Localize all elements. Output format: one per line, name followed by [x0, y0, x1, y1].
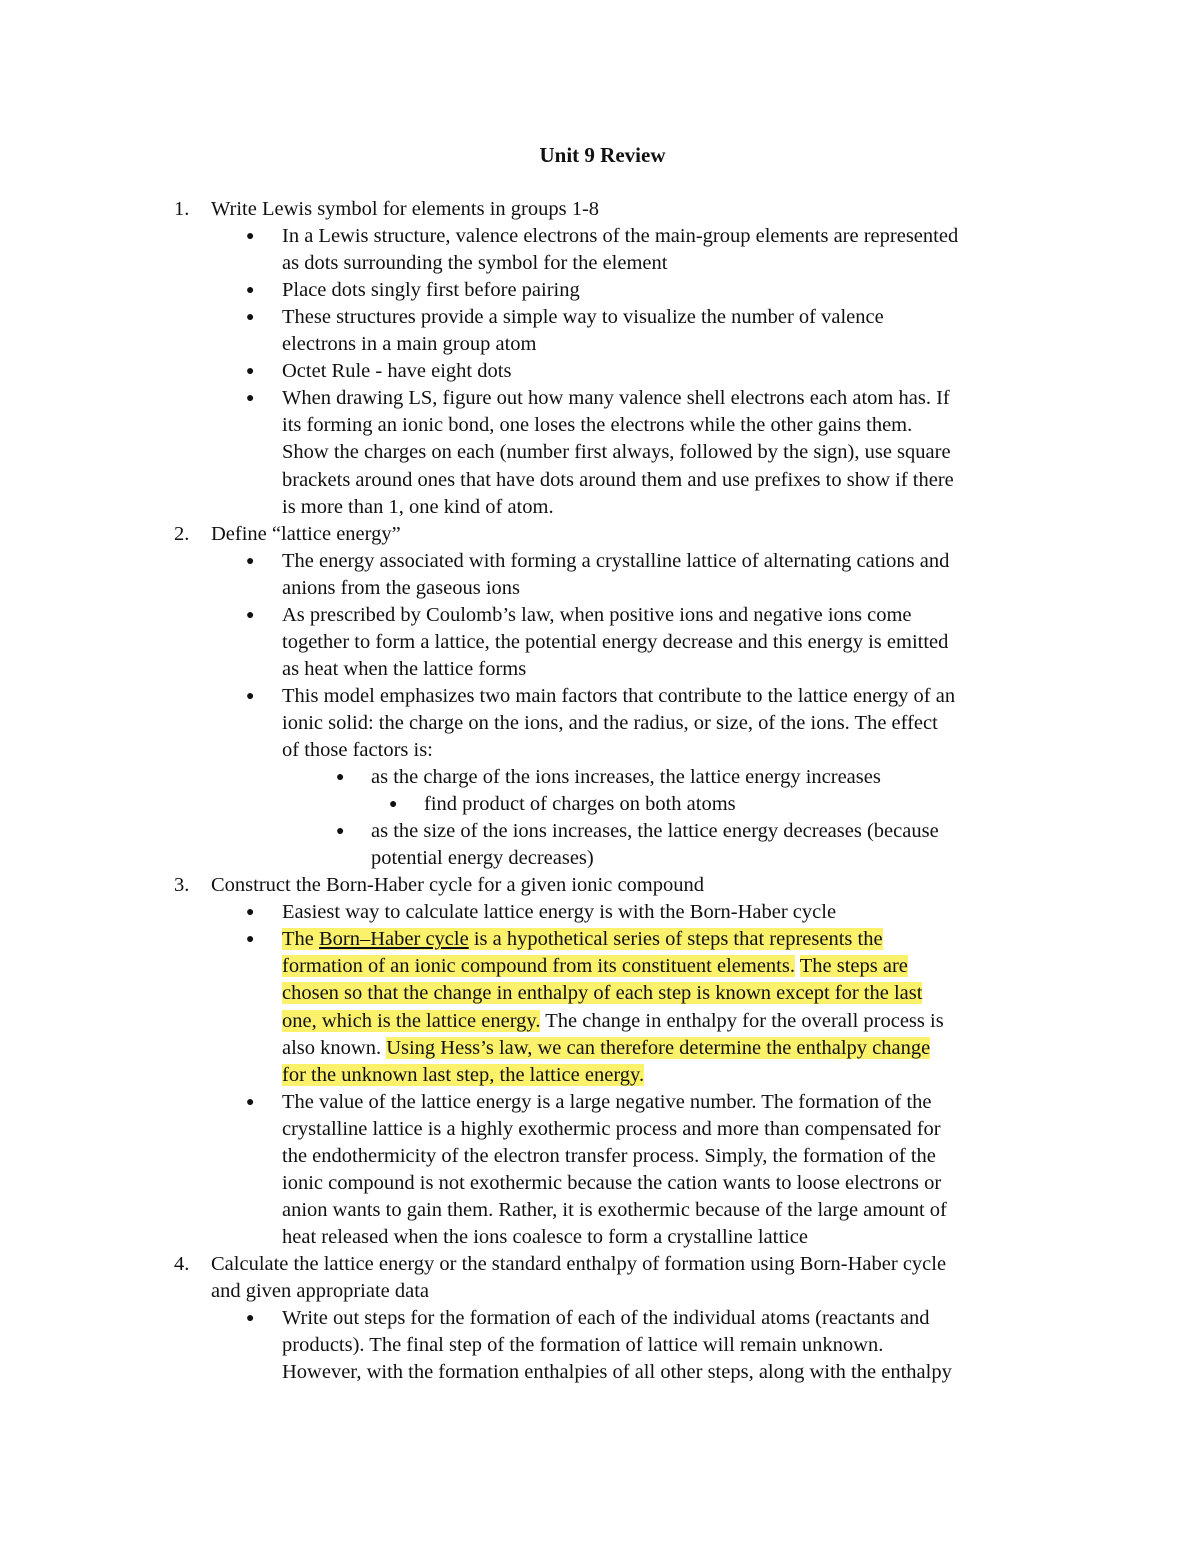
bullet-icon: ●: [246, 1094, 255, 1110]
bullet-icon: ●: [246, 905, 255, 921]
text-line: Easiest way to calculate lattice energy is with the Born-Haber cycle: [282, 901, 837, 924]
text-line: Show the charges on each (number first always, followed by the sign), use square: [282, 441, 951, 464]
bullet-icon: ●: [246, 932, 255, 948]
bullet-icon: ●: [246, 283, 255, 299]
text-line: its forming an ionic bond, one loses the electrons while the other gains them.: [282, 414, 913, 437]
bullet-icon: ●: [246, 364, 255, 380]
bullet-icon: ●: [246, 391, 255, 407]
text-line: As prescribed by Coulomb’s law, when positive ions and negative ions come: [282, 603, 912, 626]
text-line: These structures provide a simple way to visualize the number of valence: [282, 306, 884, 329]
highlighted-text: for the unknown last step, the lattice energy.: [282, 1063, 645, 1086]
text-line: products). The final step of the formation of lattice will remain unknown.: [282, 1334, 884, 1357]
text-line: ionic compound is not exothermic because the cation wants to loose electrons or: [282, 1171, 942, 1194]
bullet-icon: ●: [246, 607, 255, 623]
text-line: Calculate the lattice energy or the standard enthalpy of formation using Born-Haber cycle: [211, 1252, 947, 1275]
text-line: The energy associated with forming a crystalline lattice of alternating cations and: [282, 549, 950, 572]
item-number: 3.: [174, 874, 190, 897]
item-number: 2.: [174, 522, 190, 545]
text-line: anions from the gaseous ions: [282, 576, 520, 599]
text-line: heat released when the ions coalesce to form a crystalline lattice: [282, 1225, 808, 1248]
text-line: When drawing LS, figure out how many valence shell electrons each atom has. If: [282, 387, 950, 410]
bullet-icon: ●: [336, 770, 345, 786]
text-line: as heat when the lattice forms: [282, 657, 527, 680]
text-line: as dots surrounding the symbol for the element: [282, 252, 668, 275]
item-number: 4.: [174, 1252, 190, 1275]
text-line: of those factors is:: [282, 739, 433, 761]
highlighted-text: chosen so that the change in enthalpy of each step is known except for the last: [282, 982, 923, 1005]
text-line: electrons in a main group atom: [282, 333, 537, 356]
text-line: together to form a lattice, the potential energy decrease and this energy is emitted: [282, 630, 949, 653]
text-line: [282, 1035, 930, 1062]
text-line: crystalline lattice is a highly exothermic process and more than compensated for: [282, 1117, 941, 1140]
highlighted-text: formation of an ionic compound from its constituent elements.: [282, 955, 795, 978]
bullet-icon: ●: [246, 553, 255, 569]
bullet-icon: ●: [246, 688, 255, 704]
text-line: [282, 1062, 644, 1089]
highlighted-text: one, which is the lattice energy.: [282, 1009, 541, 1032]
bullet-icon: ●: [246, 1311, 255, 1327]
text-line: is more than 1, one kind of atom.: [282, 495, 554, 518]
bullet-icon: ●: [389, 797, 398, 813]
text-line: the endothermicity of the electron transfer process. Simply, the formation of the: [282, 1144, 936, 1167]
text-line: [282, 926, 883, 953]
text-line: Construct the Born-Haber cycle for a given ionic compound: [211, 874, 704, 897]
bullet-icon: ●: [336, 824, 345, 840]
text-line: In a Lewis structure, valence electrons of the main-group elements are represented: [282, 225, 959, 248]
item-number: 1.: [174, 198, 190, 220]
text-line: brackets around ones that have dots around them and use prefixes to show if there: [282, 468, 954, 491]
text-line: Place dots singly first before pairing: [282, 279, 580, 302]
text-line: Octet Rule - have eight dots: [282, 360, 512, 383]
text-line: [282, 980, 922, 1007]
text-line: The value of the lattice energy is a large negative number. The formation of the: [282, 1090, 932, 1113]
text-line: Write out steps for the formation of each of the individual atoms (reactants and: [282, 1307, 930, 1330]
text-line: Write Lewis symbol for elements in groups 1-8: [211, 198, 600, 220]
text-line: anion wants to gain them. Rather, it is exothermic because of the large amount of: [282, 1198, 947, 1221]
highlighted-text: Using Hess’s law, we can therefore determine the enthalpy change: [386, 1036, 931, 1059]
text-line: [282, 953, 908, 980]
text-line: [282, 1008, 944, 1035]
text-line: potential energy decreases): [371, 847, 594, 870]
text-line: However, with the formation enthalpies of all other steps, along with the enthalpy: [282, 1361, 952, 1384]
text-line: This model emphasizes two main factors that contribute to the lattice energy of an: [282, 684, 956, 707]
page-title: Unit 9 Review: [539, 143, 666, 167]
highlighted-text: The: [282, 928, 319, 951]
text-line: find product of charges on both atoms: [424, 793, 736, 816]
text-span: The change in enthalpy for the overall process is: [540, 1009, 944, 1032]
text-line: and given appropriate data: [211, 1280, 430, 1302]
bullet-icon: ●: [246, 229, 255, 245]
bullet-icon: ●: [246, 310, 255, 326]
text-span: also known.: [282, 1036, 387, 1059]
text-line: as the size of the ions increases, the lattice energy decreases (because: [371, 820, 939, 843]
text-line: as the charge of the ions increases, the lattice energy increases: [371, 766, 881, 789]
highlighted-text: Born–Haber cycle: [319, 928, 469, 951]
highlighted-text: is a hypothetical series of steps that represents the: [468, 928, 883, 951]
text-line: ionic solid: the charge on the ions, and the radius, or size, of the ions. The effect: [282, 711, 938, 734]
highlighted-text: The steps are: [799, 955, 908, 978]
text-line: Define “lattice energy”: [211, 522, 401, 545]
